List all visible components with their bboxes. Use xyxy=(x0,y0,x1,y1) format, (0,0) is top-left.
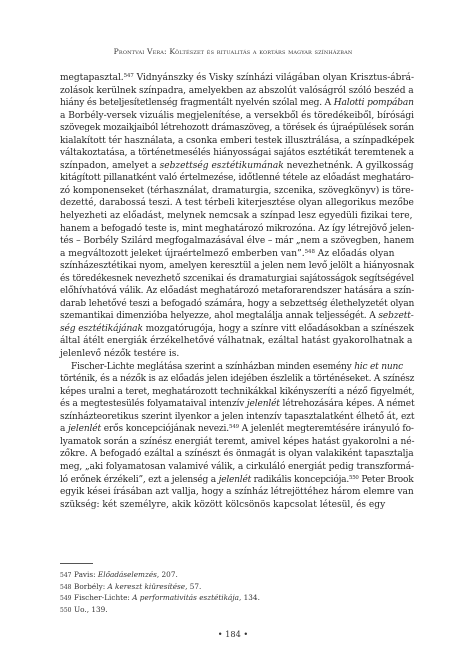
text-segment: a Borbély-versek vizuális megjelenítése, a versekből és töredékeiből, bírósági xyxy=(60,110,415,121)
italic-text: Halotti pompában xyxy=(333,98,414,109)
text-line xyxy=(60,122,414,135)
text-segment: váltakoztatása, a történetmesélés hiányosságai sajátos esztétikát teremtenek a xyxy=(60,148,414,159)
text-segment: színházesztétikai nyom, amelyen keresztül a jelen nem levő jelölt a hiányosnak xyxy=(60,261,415,272)
text-segment: Peter Brook xyxy=(358,474,414,485)
text-line xyxy=(60,486,414,499)
text-segment: előhívhatóvá válik. Az előadást meghatározó metaforarendszer hatására a szín- xyxy=(60,286,415,297)
text-line xyxy=(60,273,414,286)
italic-text: sebzett- xyxy=(378,311,414,322)
text-segment: Uo., 139. xyxy=(74,605,108,615)
text-segment: hanem a befogadó teste is, mint meghatározó mikrozóna. Az így létrejövő jelen- xyxy=(60,223,415,234)
text-segment: A jelenlét megteremtésére irányuló fo- xyxy=(238,424,414,435)
footnote-ref: 548 xyxy=(304,248,315,255)
text-line xyxy=(60,411,414,424)
text-segment: meg, „aki folyamatosan valamivé válik, a cirkuláló energiát pedig transzformá- xyxy=(60,461,414,472)
text-segment: szükség: két személyre, akik között kölcsönös kapcsolat létesül, és egy xyxy=(60,499,386,510)
text-line xyxy=(60,248,414,261)
text-segment: darab lehetővé teszi a befogadó számára, hogy a sebzettség élethelyzetét olyan xyxy=(60,298,415,309)
text-segment: kialakított tér használata, a csonka emberi testek illusztrálása, a színpadképek xyxy=(60,135,415,146)
text-line xyxy=(60,260,414,273)
footnote-number: 549 xyxy=(60,595,72,603)
text-segment: Pavis: xyxy=(74,570,98,579)
text-segment: nevezhetnénk. A gyilkosság xyxy=(283,160,414,171)
text-line xyxy=(60,499,414,512)
italic-text: jelenlét xyxy=(218,474,252,485)
italic-text: A performativitás esztétikája xyxy=(132,593,239,603)
footnotes xyxy=(60,570,414,617)
text-segment: szemantikai dimenzióba helyezze, ahol megtalálja annak teljességét. A xyxy=(60,311,379,322)
text-line xyxy=(60,285,414,298)
text-line xyxy=(60,335,414,348)
footnote xyxy=(60,570,414,582)
italic-text: sebzettség esztétikumának xyxy=(159,160,284,171)
paragraph xyxy=(60,361,414,512)
text-segment: tés – Borbély Szilárd megfogalmazásával élve – már „nem a szövegben, hanem xyxy=(60,236,415,247)
text-segment: , 134. xyxy=(239,593,260,603)
footnote-number: 550 xyxy=(60,607,72,615)
text-line xyxy=(60,235,414,248)
text-segment: által átélt energiák érzékelhetővé válhatnak, ezáltal hatást gyakorolhatnak a xyxy=(60,336,413,347)
text-line xyxy=(60,97,414,110)
text-line xyxy=(60,135,414,148)
text-line xyxy=(60,185,414,198)
text-segment: zolások kerülnek színpadra, amelyekben az abszolút valóságról szóló beszéd a xyxy=(60,85,414,96)
footnote xyxy=(60,593,414,605)
text-segment: színházteoretikus szerint ilyenkor a jelen intenzív tapasztalatként élhető át, ezt xyxy=(60,411,415,422)
text-segment: radikális koncepciója. xyxy=(251,474,349,485)
text-segment: zőkre. A befogadó ezáltal a színészt és önmagát is olyan valakiként tapasztalja xyxy=(60,449,414,460)
italic-text: A kereszt kiüresítése xyxy=(107,581,186,591)
text-line xyxy=(60,72,414,85)
paragraph xyxy=(60,72,414,361)
footnote-divider xyxy=(60,563,93,564)
text-segment: megtapasztal. xyxy=(60,73,124,83)
text-line xyxy=(60,147,414,160)
text-segment: helyezheti az előadást, melynek nemcsak a színpad lesz egyedüli fizikai tere, xyxy=(60,211,413,222)
text-line xyxy=(60,423,414,436)
text-segment: dezetté, darabossá teszi. A test térbeli kiterjesztése olyan allegorikus mezőbe xyxy=(60,198,414,209)
footnote xyxy=(60,582,414,594)
text-segment: , 207. xyxy=(156,570,178,579)
text-segment: Borbély: xyxy=(74,581,108,591)
text-segment: erős koncepciójának nevezi. xyxy=(101,424,230,435)
footnote xyxy=(60,605,414,617)
text-line xyxy=(60,323,414,336)
text-segment: kitágított pillanatként való értelmezése, időtlenné tétele az előadást meghatáro- xyxy=(60,173,414,184)
text-line xyxy=(60,310,414,323)
text-line xyxy=(60,85,414,98)
text-segment: Vidnyánszky és Visky színházi világában olyan Krisztus-ábrá- xyxy=(133,73,414,83)
text-line xyxy=(60,110,414,123)
text-line xyxy=(60,436,414,449)
italic-text: Előadáselemzés xyxy=(97,570,157,579)
text-line xyxy=(60,160,414,173)
text-line xyxy=(60,398,414,411)
text-line xyxy=(60,348,414,361)
footnote-number: 548 xyxy=(60,583,72,591)
italic-text: ség esztétikájának xyxy=(60,323,143,334)
text-segment: képes uralni a teret, meghatározott technikákkal kikényszeríti a néző figyelmét, xyxy=(60,386,415,397)
text-line xyxy=(60,373,414,386)
text-segment: egyik kései írásában azt vallja, hogy a színház létrejöttéhez három elemre van xyxy=(60,487,414,498)
footnote-ref: 547 xyxy=(123,72,134,79)
text-segment: színpadon, amelyet a xyxy=(60,160,160,171)
text-segment: Fischer-Lichte meglátása szerint a színházban minden esemény xyxy=(71,361,355,372)
italic-text: jelenlét xyxy=(68,424,102,435)
italic-text: jelenlét xyxy=(246,399,280,410)
text-segment: lyamatok során a színész energiát teremt, amivel képes hatást gyakorolni a né- xyxy=(60,436,415,447)
text-line xyxy=(60,448,414,461)
running-head: Prontvai Vera: Költészet és ritualitás a kortárs magyar színházban xyxy=(113,47,353,56)
footnote-ref: 550 xyxy=(349,474,359,481)
text-line xyxy=(60,210,414,223)
text-segment: zó komponenseket (térhasználat, dramaturgia, szcenika, szövegkönyv) is töre- xyxy=(60,185,414,196)
text-segment: létrehozására képes. A német xyxy=(279,399,415,410)
text-line xyxy=(60,172,414,185)
text-segment: hiány és beteljesítetlenség fragmentált nyelvén szólal meg. A xyxy=(60,98,334,109)
page-number: • 184 • xyxy=(217,629,249,639)
text-segment: , 57. xyxy=(185,581,202,591)
text-line xyxy=(60,474,414,487)
text-line xyxy=(60,461,414,474)
text-segment: történik, és a nézők is az előadás jelen idejében észlelik a történéseket. A színész xyxy=(60,374,415,385)
text-line xyxy=(60,223,414,236)
text-line xyxy=(60,298,414,311)
italic-text: hic et nunc xyxy=(354,361,403,372)
text-segment: a xyxy=(60,424,68,435)
text-segment: Fischer-Lichte: xyxy=(74,593,133,603)
text-segment: és töredékesnek nevezhető szcenikai és dramaturgiai sajátosságok segítségével xyxy=(60,273,414,284)
text-segment: mozgatórugója, hogy a színre vitt előadásokban a színészek xyxy=(142,323,414,334)
text-line xyxy=(60,361,414,374)
text-segment: Az előadás olyan xyxy=(314,248,395,259)
footnote-ref: 549 xyxy=(229,424,239,431)
text-segment: jelenlevő nézők testére is. xyxy=(60,349,180,360)
footnote-number: 547 xyxy=(60,572,72,579)
body-text xyxy=(60,72,414,511)
text-line xyxy=(60,386,414,399)
text-segment: és a megtestesülés folyamataival intenzív xyxy=(60,399,247,410)
text-line xyxy=(60,197,414,210)
text-segment: ló erőnek érzékeli”, ezt a jelenség a xyxy=(60,474,219,485)
text-segment: szövegek mozaikjaiból létrehozott drámaszöveg, a törések és újraépülések során xyxy=(60,123,414,134)
text-segment: a megváltozott jeleket újraértelmező emberben van”. xyxy=(60,248,305,259)
